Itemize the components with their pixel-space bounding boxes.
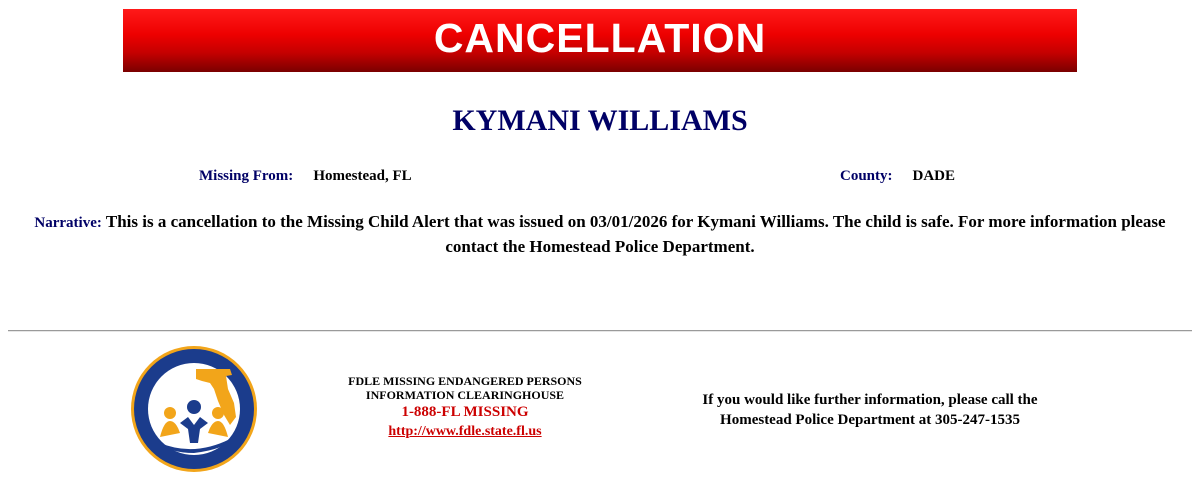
missing-from-value: Homestead, FL bbox=[313, 168, 412, 184]
cancellation-banner bbox=[123, 9, 1077, 72]
person-name: KYMANI WILLIAMS bbox=[452, 104, 748, 137]
county-value: DADE bbox=[912, 168, 956, 184]
contact-line1: If you would like further information, please call the bbox=[702, 392, 1038, 408]
mepic-seal-icon bbox=[130, 345, 258, 473]
missing-from-row bbox=[199, 167, 412, 185]
county-label: County: bbox=[840, 168, 893, 184]
missing-from-label: Missing From: bbox=[199, 168, 294, 184]
contact-info bbox=[660, 390, 1080, 430]
section-divider bbox=[8, 330, 1192, 332]
org-name-line2: INFORMATION CLEARINGHOUSE bbox=[365, 388, 565, 402]
clearinghouse-info bbox=[320, 374, 610, 441]
org-name-line1: FDLE MISSING ENDANGERED PERSONS bbox=[348, 374, 582, 388]
hotline-phone: 1-888-FL MISSING bbox=[401, 404, 529, 420]
banner-title: CANCELLATION bbox=[433, 15, 767, 61]
narrative-text: This is a cancellation to the Missing Child Alert that was issued on 03/01/2026 for Kymani Williams. The child is safe. For more information please contact the Homestead Police Department. bbox=[105, 212, 1166, 256]
narrative-label: Narrative: bbox=[34, 215, 102, 231]
fdle-website-link[interactable]: http://www.fdle.state.fl.us bbox=[388, 424, 542, 439]
county-row bbox=[840, 167, 955, 185]
narrative bbox=[20, 210, 1180, 259]
contact-line2: Homestead Police Department at 305-247-1535 bbox=[720, 412, 1020, 428]
